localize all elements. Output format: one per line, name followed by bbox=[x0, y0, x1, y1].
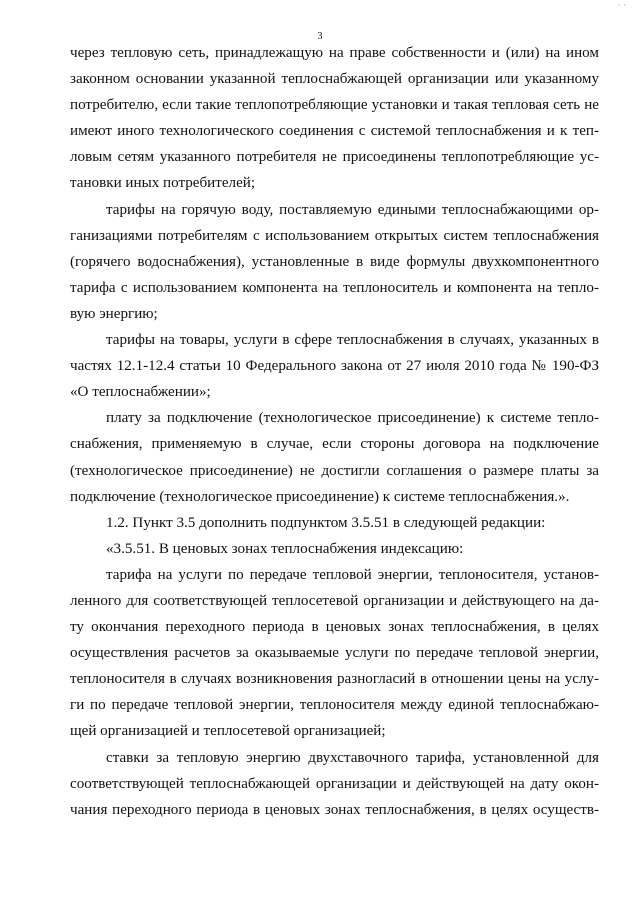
text-line: плату за подключение (технологическое присоединение) к системе тепло- bbox=[106, 410, 599, 427]
text-line: через тепловую сеть, принадлежащую на праве собственности и (или) на ином bbox=[70, 45, 599, 61]
text-line: ту окончания переходного периода в ценовых зонах теплоснабжения, в целях bbox=[70, 619, 599, 636]
text-line: имеют иного технологического соединения с системой теплоснабжения и к теп- bbox=[70, 123, 599, 140]
text-line: теплоносителя в случаях возникновения разногласий в отношении цены на услу- bbox=[70, 671, 599, 688]
page-number: 3 bbox=[317, 31, 323, 42]
scan-corner-mark: · · bbox=[617, 0, 626, 10]
text-line: соответствующей теплоснабжающей организации и действующей на дату окон- bbox=[70, 775, 599, 792]
text-line: подключение (технологическое присоединение) к системе теплоснабжения.». bbox=[70, 488, 570, 505]
text-line: щей организацией и теплосетевой организацией; bbox=[70, 723, 386, 740]
text-line: ставки за тепловую энергию двухставочного тарифа, установленной для bbox=[106, 749, 599, 766]
text-line: (горячего водоснабжения), установленные в виде формулы двухкомпонентного bbox=[70, 253, 599, 270]
text-line: «О теплоснабжении»; bbox=[70, 384, 211, 401]
text-line: чания переходного периода в ценовых зонах теплоснабжения, в целях осуществ- bbox=[70, 801, 599, 818]
text-line: (технологическое присоединение) не достигли соглашения о размере платы за bbox=[70, 462, 599, 479]
text-line: снабжения, применяемую в случае, если стороны договора на подключение bbox=[70, 436, 599, 453]
text-line: частях 12.1-12.4 статьи 10 Федерального закона от 27 июля 2010 года № 190-ФЗ bbox=[70, 358, 599, 375]
text-line: ловым сетям указанного потребителя не присоединены теплопотребляющие ус- bbox=[70, 149, 599, 166]
text-line: 1.2. Пункт 3.5 дополнить подпунктом 3.5.51 в следующей редакции: bbox=[106, 514, 546, 531]
document-body bbox=[70, 40, 599, 823]
text-line: вую энергию; bbox=[70, 305, 158, 322]
text-line: тарифа с использованием компонента на теплоноситель и компонента на тепло- bbox=[70, 279, 599, 296]
text-line: ленного для соответствующей теплосетевой организации и действующего на да- bbox=[70, 592, 599, 609]
text-line: законном основании указанной теплоснабжающей организации или указанному bbox=[70, 71, 599, 88]
text-line: тарифы на товары, услуги в сфере теплоснабжения в случаях, указанных в bbox=[106, 332, 599, 349]
text-line: осуществления расчетов за оказываемые услуги по передаче тепловой энергии, bbox=[70, 645, 599, 662]
text-line: тановки иных потребителей; bbox=[70, 175, 256, 192]
text-line: тарифа на услуги по передаче тепловой энергии, теплоносителя, установ- bbox=[106, 566, 599, 583]
text-line: ги по передаче тепловой энергии, теплоносителя между единой теплоснабжаю- bbox=[70, 697, 599, 714]
text-line: потребителю, если такие теплопотребляющие установки и такая тепловая сеть не bbox=[70, 97, 599, 114]
text-line: тарифы на горячую воду, поставляемую едиными теплоснабжающими ор- bbox=[106, 201, 599, 218]
text-line: ганизациями потребителям с использованием открытых систем теплоснабжения bbox=[70, 227, 599, 244]
text-line: «3.5.51. В ценовых зонах теплоснабжения индексацию: bbox=[106, 540, 464, 557]
